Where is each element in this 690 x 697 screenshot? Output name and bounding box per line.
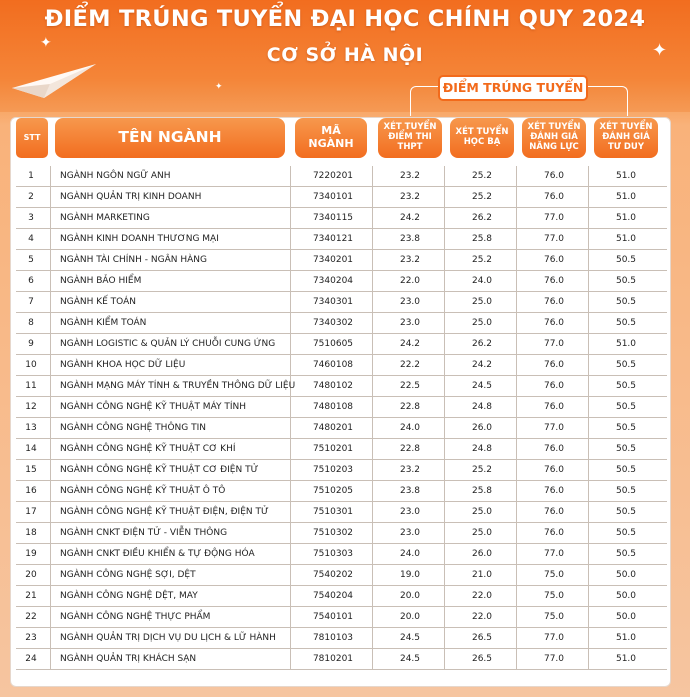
- table-row: [16, 565, 667, 586]
- row-score-tuduy: 50.5: [615, 465, 637, 475]
- row-score-nangluc: 76.0: [543, 381, 565, 391]
- row-score-tuduy: 50.5: [615, 297, 637, 307]
- table-row: [16, 334, 667, 355]
- row-score-tuduy: 50.5: [615, 549, 637, 559]
- row-stt: 10: [25, 360, 37, 370]
- row-stt: 24: [25, 654, 37, 664]
- row-name: NGÀNH MẠNG MÁY TÍNH & TRUYỀN THÔNG DỮ LIỆU: [60, 381, 296, 391]
- row-score-hocba: 25.2: [471, 171, 493, 181]
- row-score-nangluc: 76.0: [543, 486, 565, 496]
- table-row: [16, 376, 667, 397]
- row-code: 7480201: [312, 423, 354, 433]
- row-score-nangluc: 75.0: [543, 591, 565, 601]
- row-code: 7510303: [312, 549, 354, 559]
- header-code-line: NGÀNH: [308, 137, 354, 150]
- header-name: TÊN NGÀNH: [55, 118, 285, 158]
- row-score-thpt: 20.0: [399, 612, 421, 622]
- table-row: [16, 544, 667, 565]
- row-score-thpt: 23.8: [399, 486, 421, 496]
- row-code: 7810201: [312, 654, 354, 664]
- row-score-hocba: 25.2: [471, 465, 493, 475]
- header-tuduy-line: XÉT TUYỂN: [599, 122, 653, 133]
- table-row: [16, 208, 667, 229]
- row-score-thpt: 19.0: [399, 570, 421, 580]
- paper-plane-icon: [10, 58, 100, 104]
- row-stt: 2: [28, 192, 34, 202]
- row-name: NGÀNH QUẢN TRỊ KHÁCH SẠN: [60, 654, 197, 664]
- row-score-thpt: 20.0: [399, 591, 421, 601]
- row-name: NGÀNH BẢO HIỂM: [60, 276, 142, 286]
- row-score-hocba: 26.5: [471, 633, 493, 643]
- row-name: NGÀNH NGÔN NGỮ ANH: [60, 171, 171, 181]
- row-code: 7340101: [312, 192, 354, 202]
- table-row: [16, 313, 667, 334]
- row-score-hocba: 24.8: [471, 444, 493, 454]
- table-row: [16, 271, 667, 292]
- row-score-thpt: 24.0: [399, 423, 421, 433]
- row-code: 7510605: [312, 339, 354, 349]
- row-code: 7510201: [312, 444, 354, 454]
- row-name: NGÀNH KẾ TOÁN: [60, 297, 136, 307]
- table-row: [16, 292, 667, 313]
- row-stt: 14: [25, 444, 37, 454]
- row-score-hocba: 26.5: [471, 654, 493, 664]
- row-code: 7810103: [312, 633, 354, 643]
- header-hocba-line: HỌC BẠ: [463, 137, 501, 147]
- row-score-hocba: 26.2: [471, 213, 493, 223]
- row-score-tuduy: 50.5: [615, 276, 637, 286]
- row-score-nangluc: 77.0: [543, 549, 565, 559]
- row-score-thpt: 23.2: [399, 255, 421, 265]
- row-score-nangluc: 76.0: [543, 507, 565, 517]
- table-row: [16, 502, 667, 523]
- row-score-tuduy: 51.0: [615, 633, 637, 643]
- row-name: NGÀNH MARKETING: [60, 213, 150, 223]
- row-score-hocba: 21.0: [471, 570, 493, 580]
- table-row: [16, 229, 667, 250]
- row-score-tuduy: 50.0: [615, 591, 637, 601]
- row-score-hocba: 24.5: [471, 381, 493, 391]
- row-score-nangluc: 76.0: [543, 360, 565, 370]
- row-name: NGÀNH CÔNG NGHỆ SỢI, DỆT: [60, 570, 196, 580]
- row-stt: 18: [25, 528, 37, 538]
- header-nangluc: [522, 118, 586, 158]
- row-name: NGÀNH TÀI CHÍNH - NGÂN HÀNG: [60, 255, 207, 265]
- header-thpt: [378, 118, 442, 158]
- row-code: 7480108: [312, 402, 354, 412]
- page-title: ĐIỂM TRÚNG TUYỂN ĐẠI HỌC CHÍNH QUY 2024: [44, 6, 646, 32]
- row-name: NGÀNH LOGISTIC & QUẢN LÝ CHUỖI CUNG ỨNG: [60, 339, 276, 349]
- row-score-nangluc: 76.0: [543, 444, 565, 454]
- row-stt: 13: [25, 423, 37, 433]
- table-row: [16, 628, 667, 649]
- header-tuduy-line: TƯ DUY: [608, 141, 644, 152]
- row-score-nangluc: 76.0: [543, 276, 565, 286]
- row-score-thpt: 24.0: [399, 549, 421, 559]
- row-score-hocba: 25.0: [471, 297, 493, 307]
- row-stt: 1: [28, 171, 34, 181]
- row-name: NGÀNH KIỂM TOÁN: [60, 318, 147, 328]
- row-stt: 23: [25, 633, 37, 643]
- row-score-nangluc: 76.0: [543, 297, 565, 307]
- row-stt: 16: [25, 486, 37, 496]
- row-score-hocba: 24.8: [471, 402, 493, 412]
- row-score-tuduy: 51.0: [615, 192, 637, 202]
- row-score-nangluc: 76.0: [543, 192, 565, 202]
- table-row: [16, 418, 667, 439]
- row-code: 7480102: [312, 381, 354, 391]
- row-code: 7340301: [312, 297, 354, 307]
- row-score-tuduy: 50.5: [615, 528, 637, 538]
- row-score-thpt: 22.8: [399, 444, 421, 454]
- row-score-hocba: 22.0: [471, 612, 493, 622]
- row-code: 7540204: [312, 591, 354, 601]
- table-row: [16, 523, 667, 544]
- header-nangluc-line: XÉT TUYỂN: [527, 122, 581, 133]
- table-row: [16, 607, 667, 628]
- row-stt: 6: [28, 276, 34, 286]
- row-score-tuduy: 51.0: [615, 234, 637, 244]
- row-name: NGÀNH CÔNG NGHỆ DỆT, MAY: [60, 591, 198, 601]
- row-score-tuduy: 51.0: [615, 654, 637, 664]
- row-score-nangluc: 76.0: [543, 255, 565, 265]
- row-score-thpt: 23.0: [399, 297, 421, 307]
- row-name: NGÀNH CÔNG NGHỆ THỰC PHẨM: [60, 612, 211, 622]
- row-stt: 3: [28, 213, 34, 223]
- row-score-tuduy: 50.5: [615, 360, 637, 370]
- sparkle-star-icon: ✦: [652, 40, 668, 61]
- row-code: 7220201: [312, 171, 354, 181]
- row-name: NGÀNH CÔNG NGHỆ KỸ THUẬT MÁY TÍNH: [60, 402, 247, 412]
- row-score-nangluc: 76.0: [543, 171, 565, 181]
- row-score-thpt: 24.2: [399, 213, 421, 223]
- row-code: 7340302: [312, 318, 354, 328]
- row-code: 7460108: [312, 360, 354, 370]
- row-score-tuduy: 50.5: [615, 255, 637, 265]
- row-stt: 22: [25, 612, 37, 622]
- header-thpt-line: THPT: [397, 141, 423, 152]
- row-score-tuduy: 50.5: [615, 402, 637, 412]
- row-score-hocba: 25.2: [471, 192, 493, 202]
- row-score-nangluc: 77.0: [543, 633, 565, 643]
- row-score-tuduy: 51.0: [615, 171, 637, 181]
- row-stt: 20: [25, 570, 37, 580]
- row-stt: 8: [28, 318, 34, 328]
- row-code: 7340204: [312, 276, 354, 286]
- row-score-tuduy: 50.0: [615, 612, 637, 622]
- header-thpt-line: XÉT TUYỂN: [383, 122, 437, 133]
- table-row: [16, 649, 667, 670]
- row-score-hocba: 25.0: [471, 507, 493, 517]
- row-score-tuduy: 51.0: [615, 339, 637, 349]
- row-score-hocba: 25.8: [471, 486, 493, 496]
- sparkle-star-icon: ✦: [40, 35, 52, 51]
- row-name: NGÀNH CÔNG NGHỆ KỸ THUẬT ĐIỆN, ĐIỆN TỬ: [60, 507, 269, 517]
- header-nangluc-line: NĂNG LỰC: [529, 141, 579, 152]
- row-name: NGÀNH CNKT ĐIỀU KHIỂN & TỰ ĐỘNG HÓA: [60, 549, 255, 559]
- row-score-hocba: 22.0: [471, 591, 493, 601]
- header-hocba: [450, 118, 514, 158]
- row-score-thpt: 23.0: [399, 507, 421, 517]
- row-score-hocba: 26.2: [471, 339, 493, 349]
- header-tuduy-line: ĐÁNH GIÁ: [602, 132, 650, 143]
- row-stt: 7: [28, 297, 34, 307]
- row-score-tuduy: 50.5: [615, 507, 637, 517]
- row-score-thpt: 23.0: [399, 528, 421, 538]
- row-stt: 11: [25, 381, 37, 391]
- table-row: [16, 397, 667, 418]
- row-score-nangluc: 75.0: [543, 612, 565, 622]
- row-score-hocba: 25.8: [471, 234, 493, 244]
- row-score-hocba: 25.0: [471, 318, 493, 328]
- row-score-nangluc: 77.0: [543, 213, 565, 223]
- table-row: [16, 250, 667, 271]
- row-score-tuduy: 50.5: [615, 486, 637, 496]
- row-score-nangluc: 77.0: [543, 654, 565, 664]
- row-score-thpt: 23.2: [399, 192, 421, 202]
- row-stt: 5: [28, 255, 34, 265]
- row-score-hocba: 24.2: [471, 360, 493, 370]
- table-row: [16, 187, 667, 208]
- row-score-tuduy: 50.5: [615, 381, 637, 391]
- row-name: NGÀNH CÔNG NGHỆ KỸ THUẬT CƠ ĐIỆN TỬ: [60, 465, 259, 475]
- row-stt: 19: [25, 549, 37, 559]
- page-subtitle: CƠ SỞ HÀ NỘI: [266, 44, 424, 66]
- row-stt: 12: [25, 402, 37, 412]
- row-score-nangluc: 76.0: [543, 402, 565, 412]
- row-score-thpt: 22.8: [399, 402, 421, 412]
- row-code: 7340121: [312, 234, 354, 244]
- row-score-hocba: 25.0: [471, 528, 493, 538]
- row-score-nangluc: 77.0: [543, 234, 565, 244]
- row-stt: 15: [25, 465, 37, 475]
- row-score-hocba: 26.0: [471, 423, 493, 433]
- row-score-tuduy: 50.0: [615, 570, 637, 580]
- header-code-line: MÃ: [321, 124, 341, 138]
- row-score-thpt: 22.2: [399, 360, 421, 370]
- header-stt: STT: [16, 118, 48, 158]
- row-score-thpt: 23.0: [399, 318, 421, 328]
- header-thpt-line: ĐIỂM THI: [388, 132, 432, 143]
- table-row: [16, 439, 667, 460]
- row-name: NGÀNH CÔNG NGHỆ KỸ THUẬT Ô TÔ: [60, 486, 226, 496]
- row-stt: 4: [28, 234, 34, 244]
- row-score-tuduy: 50.5: [615, 444, 637, 454]
- table-row: [16, 355, 667, 376]
- row-code: 7510302: [312, 528, 354, 538]
- row-name: NGÀNH QUẢN TRỊ KINH DOANH: [60, 192, 202, 202]
- row-score-thpt: 22.5: [399, 381, 421, 391]
- row-score-thpt: 23.2: [399, 465, 421, 475]
- row-code: 7540202: [312, 570, 354, 580]
- row-stt: 17: [25, 507, 37, 517]
- sparkle-star-icon: ✦: [215, 82, 223, 92]
- row-code: 7340115: [312, 213, 354, 223]
- table-row: [16, 460, 667, 481]
- row-code: 7540101: [312, 612, 354, 622]
- row-name: NGÀNH QUẢN TRỊ DỊCH VỤ DU LỊCH & LỮ HÀNH: [60, 633, 276, 643]
- row-score-thpt: 24.5: [399, 654, 421, 664]
- row-stt: 9: [28, 339, 34, 349]
- row-score-thpt: 24.2: [399, 339, 421, 349]
- row-name: NGÀNH CÔNG NGHỆ THÔNG TIN: [60, 423, 206, 433]
- row-name: NGÀNH KHOA HỌC DỮ LIỆU: [60, 360, 186, 370]
- row-score-nangluc: 76.0: [543, 528, 565, 538]
- row-score-nangluc: 76.0: [543, 465, 565, 475]
- header-nangluc-line: ĐÁNH GIÁ: [530, 132, 578, 143]
- row-score-nangluc: 77.0: [543, 339, 565, 349]
- group-label: ĐIỂM TRÚNG TUYỂN: [438, 75, 588, 101]
- row-code: 7510205: [312, 486, 354, 496]
- row-code: 7510301: [312, 507, 354, 517]
- header-tuduy: [594, 118, 658, 158]
- row-score-thpt: 22.0: [399, 276, 421, 286]
- row-score-thpt: 23.8: [399, 234, 421, 244]
- row-score-nangluc: 77.0: [543, 423, 565, 433]
- row-score-tuduy: 50.5: [615, 318, 637, 328]
- row-score-thpt: 23.2: [399, 171, 421, 181]
- header-code: [295, 118, 367, 158]
- row-stt: 21: [25, 591, 37, 601]
- row-score-tuduy: 50.5: [615, 423, 637, 433]
- table-row: [16, 166, 667, 187]
- row-score-tuduy: 51.0: [615, 213, 637, 223]
- row-score-hocba: 24.0: [471, 276, 493, 286]
- row-score-nangluc: 75.0: [543, 570, 565, 580]
- row-name: NGÀNH KINH DOANH THƯƠNG MẠI: [60, 234, 219, 244]
- row-code: 7510203: [312, 465, 354, 475]
- row-name: NGÀNH CÔNG NGHỆ KỸ THUẬT CƠ KHÍ: [60, 444, 236, 454]
- table-row: [16, 481, 667, 502]
- table-row: [16, 586, 667, 607]
- header-hocba-line: XÉT TUYỂN: [455, 127, 509, 138]
- row-score-thpt: 24.5: [399, 633, 421, 643]
- row-score-hocba: 26.0: [471, 549, 493, 559]
- row-name: NGÀNH CNKT ĐIỆN TỬ - VIỄN THÔNG: [60, 528, 228, 538]
- row-score-hocba: 25.2: [471, 255, 493, 265]
- row-score-nangluc: 76.0: [543, 318, 565, 328]
- row-code: 7340201: [312, 255, 354, 265]
